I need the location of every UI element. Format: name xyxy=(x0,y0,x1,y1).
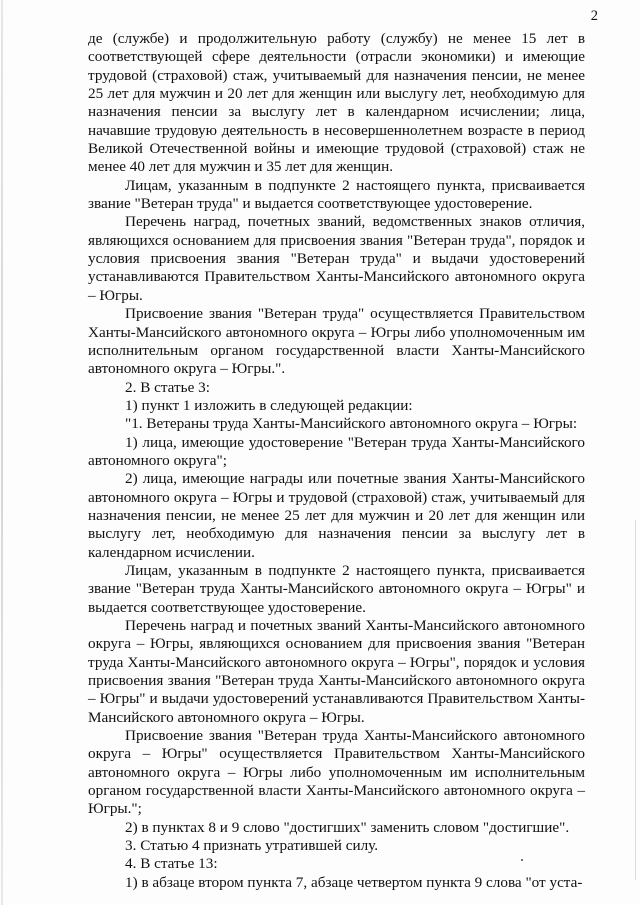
paragraph: 1) лица, имеющие удостоверение "Ветеран труда Ханты-Мансийского автономного округа"; xyxy=(88,433,585,469)
paragraph: Перечень наград, почетных званий, ведомственных знаков отличия, являющихся основанием для присвоения звания "Ветеран труда", порядок и условия присвоения звания "Ветеран труда" и выдачи удостоверений устанавливаются Правительством Ханты-Мансийского автономного округа – Югры. xyxy=(88,213,585,304)
scan-edge-left xyxy=(1,0,3,905)
paragraph: Присвоение звания "Ветеран труда" осуществляется Правительством Ханты-Мансийского автономного округа – Югры либо уполномоченным им исполнительным органом государственной власти Ханты-Мансийского автономного округа – Югры.". xyxy=(88,305,585,378)
paragraph: 2) в пунктах 8 и 9 слово "достигших" заменить словом "достигшие". xyxy=(125,818,570,836)
scan-speck xyxy=(521,859,523,861)
paragraph: 3. Статью 4 признать утратившей силу. xyxy=(125,837,379,855)
paragraph: 4. В статье 13: xyxy=(125,855,218,873)
paragraph: 1) в абзаце втором пункта 7, абзаце четвертом пункта 9 слова "от уста- xyxy=(125,873,583,891)
paragraph: де (службе) и продолжительную работу (службу) не менее 15 лет в соответствующей сфере деятельности (отрасли экономики) и имеющие трудовой (страховой) стаж, учитываемый для назначения пенсии, не менее 25 лет для мужчин и 20 лет для женщин или выслугу лет, необходимую для назначения пенсии за выслугу лет в календарном исчислении; лица, начавшие трудовую деятельность в несовершеннолетнем возрасте в период Великой Отечественной войны и имеющие трудовой (страховой) стаж не менее 40 лет для мужчин и 35 лет для женщин. xyxy=(88,30,585,176)
paragraph: "1. Ветераны труда Ханты-Мансийского автономного округа – Югры: xyxy=(125,415,578,433)
paragraph: Присвоение звания "Ветеран труда Ханты-Мансийского автономного округа – Югры" осуществляется Правительством Ханты-Мансийского автономного округа – Югры либо уполномоченным им исполнительным органом государственной власти Ханты-Мансийского автономного округа – Югры."; xyxy=(88,727,585,818)
paragraph: Лицам, указанным в подпункте 2 настоящего пункта, присваивается звание "Ветеран труда Ханты-Мансийского автономного округа – Югры" и выдается соответствующее удостоверение. xyxy=(88,561,585,616)
paragraph: Лицам, указанным в подпункте 2 настоящего пункта, присваивается звание "Ветеран труда" и выдается соответствующее удостоверение. xyxy=(88,176,585,213)
paragraph: 2) лица, имеющие награды или почетные звания Ханты-Мансийского автономного округа – Югры и трудовой (страховой) стаж, учитываемый для назначения пенсии, не менее 25 лет для мужчин и 20 лет для женщин или выслугу лет, необходимую для назначения пенсии за выслугу лет в календарном исчислении. xyxy=(88,470,585,561)
paragraph: Перечень наград и почетных званий Ханты-Мансийского автономного округа – Югры, являющихся основанием для присвоения звания "Ветеран труда Ханты-Мансийского автономного округа – Югры", порядок и условия присвоения звания "Ветеран труда Ханты-Мансийского автономного округа – Югры" и выдачи удостоверений устанавливаются Правительством Ханты-Мансийского автономного округа – Югры. xyxy=(88,617,585,726)
paragraph: 2. В статье 3: xyxy=(125,378,210,396)
page-number: 2 xyxy=(590,8,598,24)
paragraph: 1) пункт 1 изложить в следующей редакции: xyxy=(125,396,413,414)
document-body xyxy=(88,30,585,892)
scan-edge-right xyxy=(635,520,636,880)
